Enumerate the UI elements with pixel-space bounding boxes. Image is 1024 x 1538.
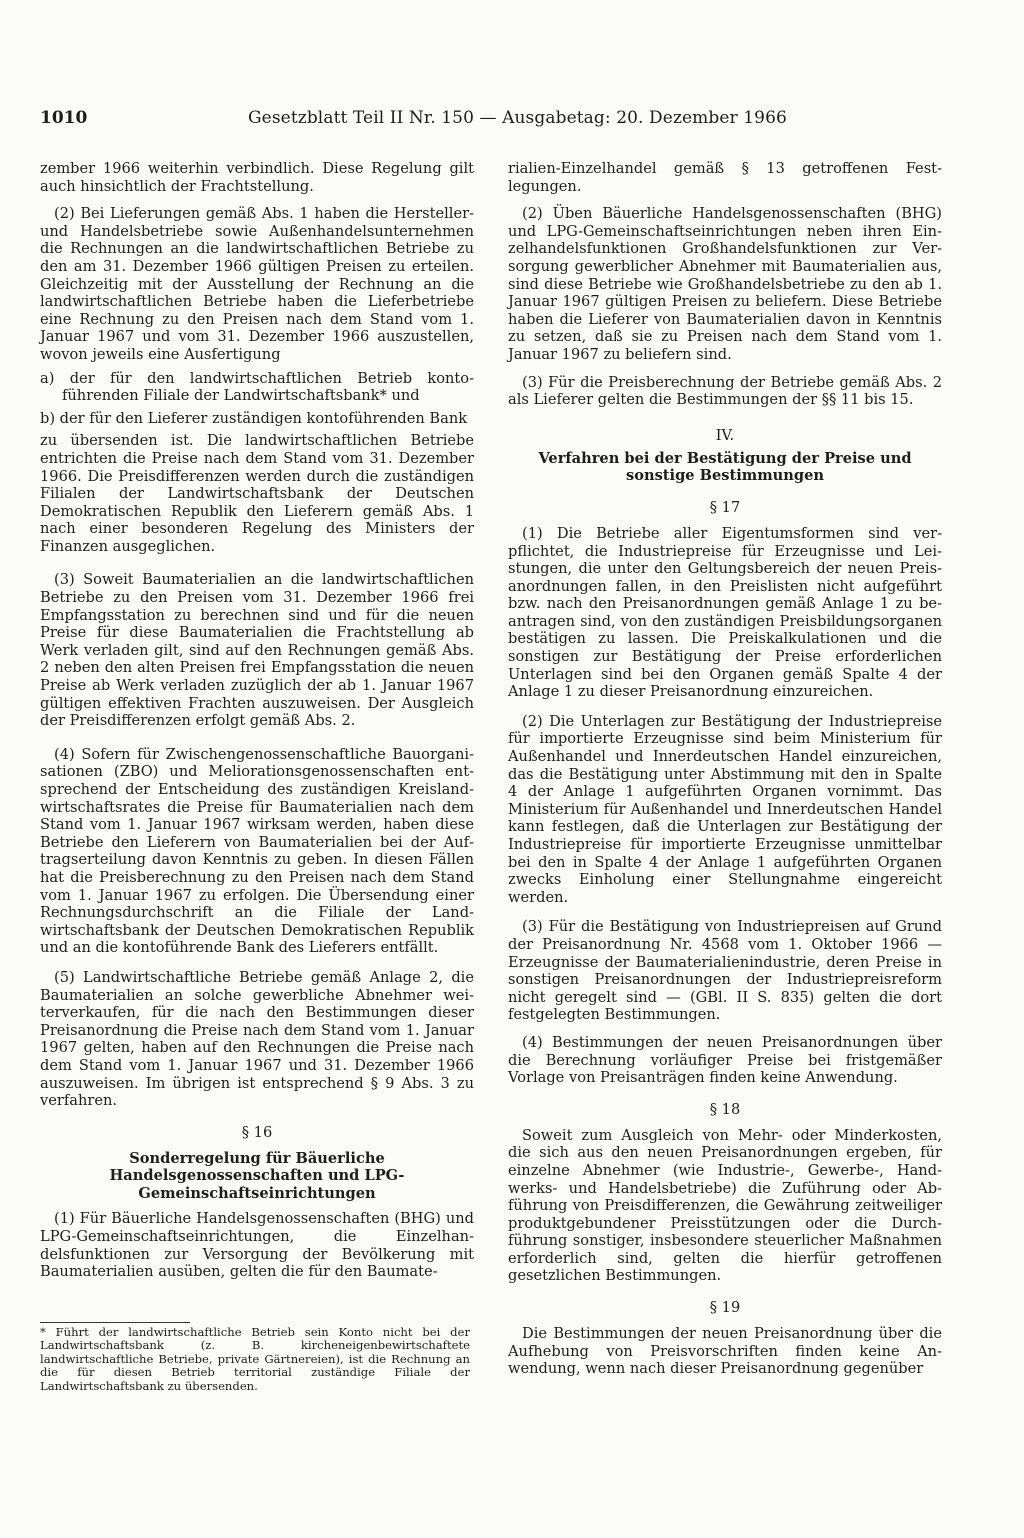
paragraph: (3) Soweit Baumaterialien an die landwirtschaftlichen Betriebe zu den Preisen vom 31. Dezember 1966 frei Empfangsstation zu berechnen sind und für die neuen Preise für diese Baumaterialien die Frachtstellung ab Werk verladen gilt, sind auf den Rechnungen gemäß Abs. 2 neben den alten Preisen frei Empfangsstation die neuen Preise ab Werk verladen zuzüglich der ab 1. Januar 1967 gültigen effektiven Frachten auszuweisen. Der Ausgleich der Preisdifferenzen erfolgt gemäß Abs. 2. bbox=[40, 571, 474, 730]
paragraph: (4) Sofern für Zwischengenossenschaftliche Bauorganisationen (ZBO) und Meliorationsgenossenschaften entsprechend der Entscheidung des zuständigen Kreislandwirtschaftsrates die Preise für Baumaterialien nach dem Stand vom 1. Januar 1967 wirksam werden, haben diese Betriebe den Lieferern von Baumaterialien bei der Auftragserteilung davon Kenntnis zu geben. In diesen Fällen hat die Preisberechnung zu den Preisen nach dem Stand vom 1. Januar 1967 zu erfolgen. Die Übersendung einer Rechnungsdurchschrift an die Filiale der Landwirtschaftsbank der Deutschen Demokratischen Republik und an die kontoführende Bank des Lieferers entfällt. bbox=[40, 745, 474, 957]
part-heading: Verfahren bei der Bestätigung der Preise und sonstige Bestimmungen bbox=[538, 449, 912, 485]
footnote: * Führt der landwirtschaftliche Betrieb sein Konto nicht bei der Landwirtschaftsbank (z. B. kircheneigenbewirtschaftete landwirtschaftliche Betriebe, private Gärtnereien), ist die Rechnung an die für diesen Betrieb territorial zuständige Filiale der Landwirtschaftsbank zu übersenden. bbox=[40, 1325, 470, 1393]
paragraph: (2) Bei Lieferungen gemäß Abs. 1 haben die Hersteller- und Handelsbetriebe sowie Außenhandelsunternehmen die Rechnungen an die landwirtschaftlichen Betriebe zu den am 31. Dezember 1966 gültigen Preisen zu erteilen. Gleichzeitig mit der Ausstellung der Rechnung an die landwirtschaftlichen Betriebe haben die Lieferbetriebe eine Rechnung zu den Preisen nach dem Stand vom 1. Januar 1967 und vom 31. Dezember 1966 auszustellen, wovon jeweils eine Ausfertigung bbox=[40, 205, 474, 363]
paragraph: (3) Für die Bestätigung von Industriepreisen auf Grund der Preisanordnung Nr. 4568 vom 1. Oktober 1966 — Erzeugnisse der Baumaterialienindustrie, deren Preise in sonstigen Preisanordnungen der Industriepreisreform nicht geregelt sind — (GBl. II S. 835) gelten die dort festgelegten Bestimmungen. bbox=[508, 918, 942, 1024]
section-number: § 19 bbox=[709, 1299, 741, 1317]
left-column bbox=[40, 160, 474, 1291]
section-number: § 17 bbox=[709, 498, 741, 516]
section-heading: Sonderregelung für Bäuerliche Handelsgenossenschaften und LPG-Gemeinschaftseinrichtungen bbox=[109, 1149, 405, 1202]
paragraph: (3) Für die Preisberechnung der Betriebe gemäß Abs. 2 als Lieferer gelten die Bestimmungen der §§ 11 bis 15. bbox=[508, 373, 942, 409]
section-number: § 16 bbox=[241, 1123, 273, 1141]
list-item: b) der für den Lieferer zuständigen kontoführenden Bank bbox=[40, 409, 468, 427]
paragraph: (1) Für Bäuerliche Handelsgenossenschaften (BHG) und LPG-Gemeinschaftseinrichtungen, die Einzelhandelsfunktionen zur Versorgung der Bevölkerung mit Baumaterialien ausüben, gelten die für den Baumate- bbox=[40, 1210, 474, 1281]
paragraph: (1) Die Betriebe aller Eigentumsformen sind verpflichtet, die Industriepreise für Erzeugnisse und Leistungen, die unter den Geltungsbereich der neuen Preisanordnungen fallen, in den Preislisten nicht aufgeführt bzw. nach den Preisanordnungen gemäß Anlage 1 zu beantragen sind, von den zuständigen Preisbildungsorganen bestätigen zu lassen. Die Preiskalkulationen und die sonstigen zur Bestätigung der Preise erforderlichen Unterlagen sind bei den Organen gemäß Spalte 4 der Anlage 1 zu dieser Preisanordnung einzureichen. bbox=[508, 524, 942, 701]
paragraph: zu übersenden ist. Die landwirtschaftlichen Betriebe entrichten die Preise nach dem Stand vom 31. Dezember 1966. Die Preisdifferenzen werden durch die zuständigen Filialen der Landwirtschaftsbank der Deutschen Demokratischen Republik den Lieferern gemäß Abs. 1 nach einer besonderen Regelung des Ministers der Finanzen ausgeglichen. bbox=[40, 432, 474, 555]
list-item: a) der für den landwirtschaftlichen Betrieb kontoführenden Filiale der Landwirtschaftsbank* und bbox=[40, 369, 474, 405]
section-number: § 18 bbox=[709, 1100, 741, 1118]
page-header bbox=[40, 108, 980, 132]
paragraph: zember 1966 weiterhin verbindlich. Diese Regelung gilt auch hinsichtlich der Frachtstellung. bbox=[40, 160, 474, 195]
page-number: 1010 bbox=[40, 108, 88, 128]
paragraph: rialien-Einzelhandel gemäß § 13 getroffenen Festlegungen. bbox=[508, 160, 942, 195]
right-column bbox=[508, 160, 942, 1388]
paragraph: Die Bestimmungen der neuen Preisanordnung über die Aufhebung von Preisvorschriften finden keine Anwendung, wenn nach dieser Preisanordnung gegenüber bbox=[508, 1325, 942, 1378]
footnote-rule bbox=[40, 1322, 190, 1323]
paragraph: (2) Üben Bäuerliche Handelsgenossenschaften (BHG) und LPG-Gemeinschaftseinrichtungen neben ihren Einzelhandelsfunktionen Großhandelsfunktionen zur Versorgung gewerblicher Abnehmer mit Baumaterialien aus, sind diese Betriebe wie Großhandelsbetriebe zu den ab 1. Januar 1967 gültigen Preisen zu beliefern. Diese Betriebe haben die Lieferer von Baumaterialien davon in Kenntnis zu setzen, daß sie zu Preisen nach dem Stand vom 1. Januar 1967 zu beliefern sind. bbox=[508, 205, 942, 363]
paragraph: Soweit zum Ausgleich von Mehr- oder Minderkosten, die sich aus den neuen Preisanordnungen ergeben, für einzelne Abnehmer (wie Industrie-, Gewerbe-, Handwerks- und Handelsbetriebe) die Zuführung oder Abführung von Preisdifferenzen, die Gewährung zeitweiliger produktgebundener Preisstützungen oder die Durchführung sonstiger, insbesondere steuerlicher Maßnahmen erforderlich sind, gelten die hierfür getroffenen gesetzlichen Bestimmungen. bbox=[508, 1126, 942, 1285]
paragraph: (2) Die Unterlagen zur Bestätigung der Industriepreise für importierte Erzeugnisse sind beim Ministerium für Außenhandel und Innerdeutschen Handel einzureichen, das die Bestätigung unter Abstimmung mit den in Spalte 4 der Anlage 1 aufgeführten Organen vornimmt. Das Ministerium für Außenhandel und Innerdeutschen Handel kann festlegen, daß die Unterlagen zur Bestätigung der Industriepreise für importierte Erzeugnisse unmittelbar bei den in Spalte 4 der Anlage 1 aufgeführten Organen zwecks Einholung einer Stellungnahme eingereicht werden. bbox=[508, 712, 942, 906]
paragraph: (4) Bestimmungen der neuen Preisanordnungen über die Berechnung vorläufiger Preise bei fristgemäßer Vorlage von Preisanträgen finden keine Anwendung. bbox=[508, 1033, 942, 1087]
part-number: IV. bbox=[715, 426, 735, 444]
paragraph: (5) Landwirtschaftliche Betriebe gemäß Anlage 2, die Baumaterialien an solche gewerbliche Abnehmer weiterverkaufen, für die nach den Bestimmungen dieser Preisanordnung die Preise nach dem Stand vom 1. Januar 1967 gelten, haben auf den Rechnungen die Preise nach dem Stand vom 1. Januar 1967 und 31. Dezember 1966 auszuweisen. Im übrigen ist entsprechend § 9 Abs. 3 zu verfahren. bbox=[40, 968, 474, 1110]
running-title: Gesetzblatt Teil II Nr. 150 — Ausgabetag: 20. Dezember 1966 bbox=[248, 108, 787, 128]
